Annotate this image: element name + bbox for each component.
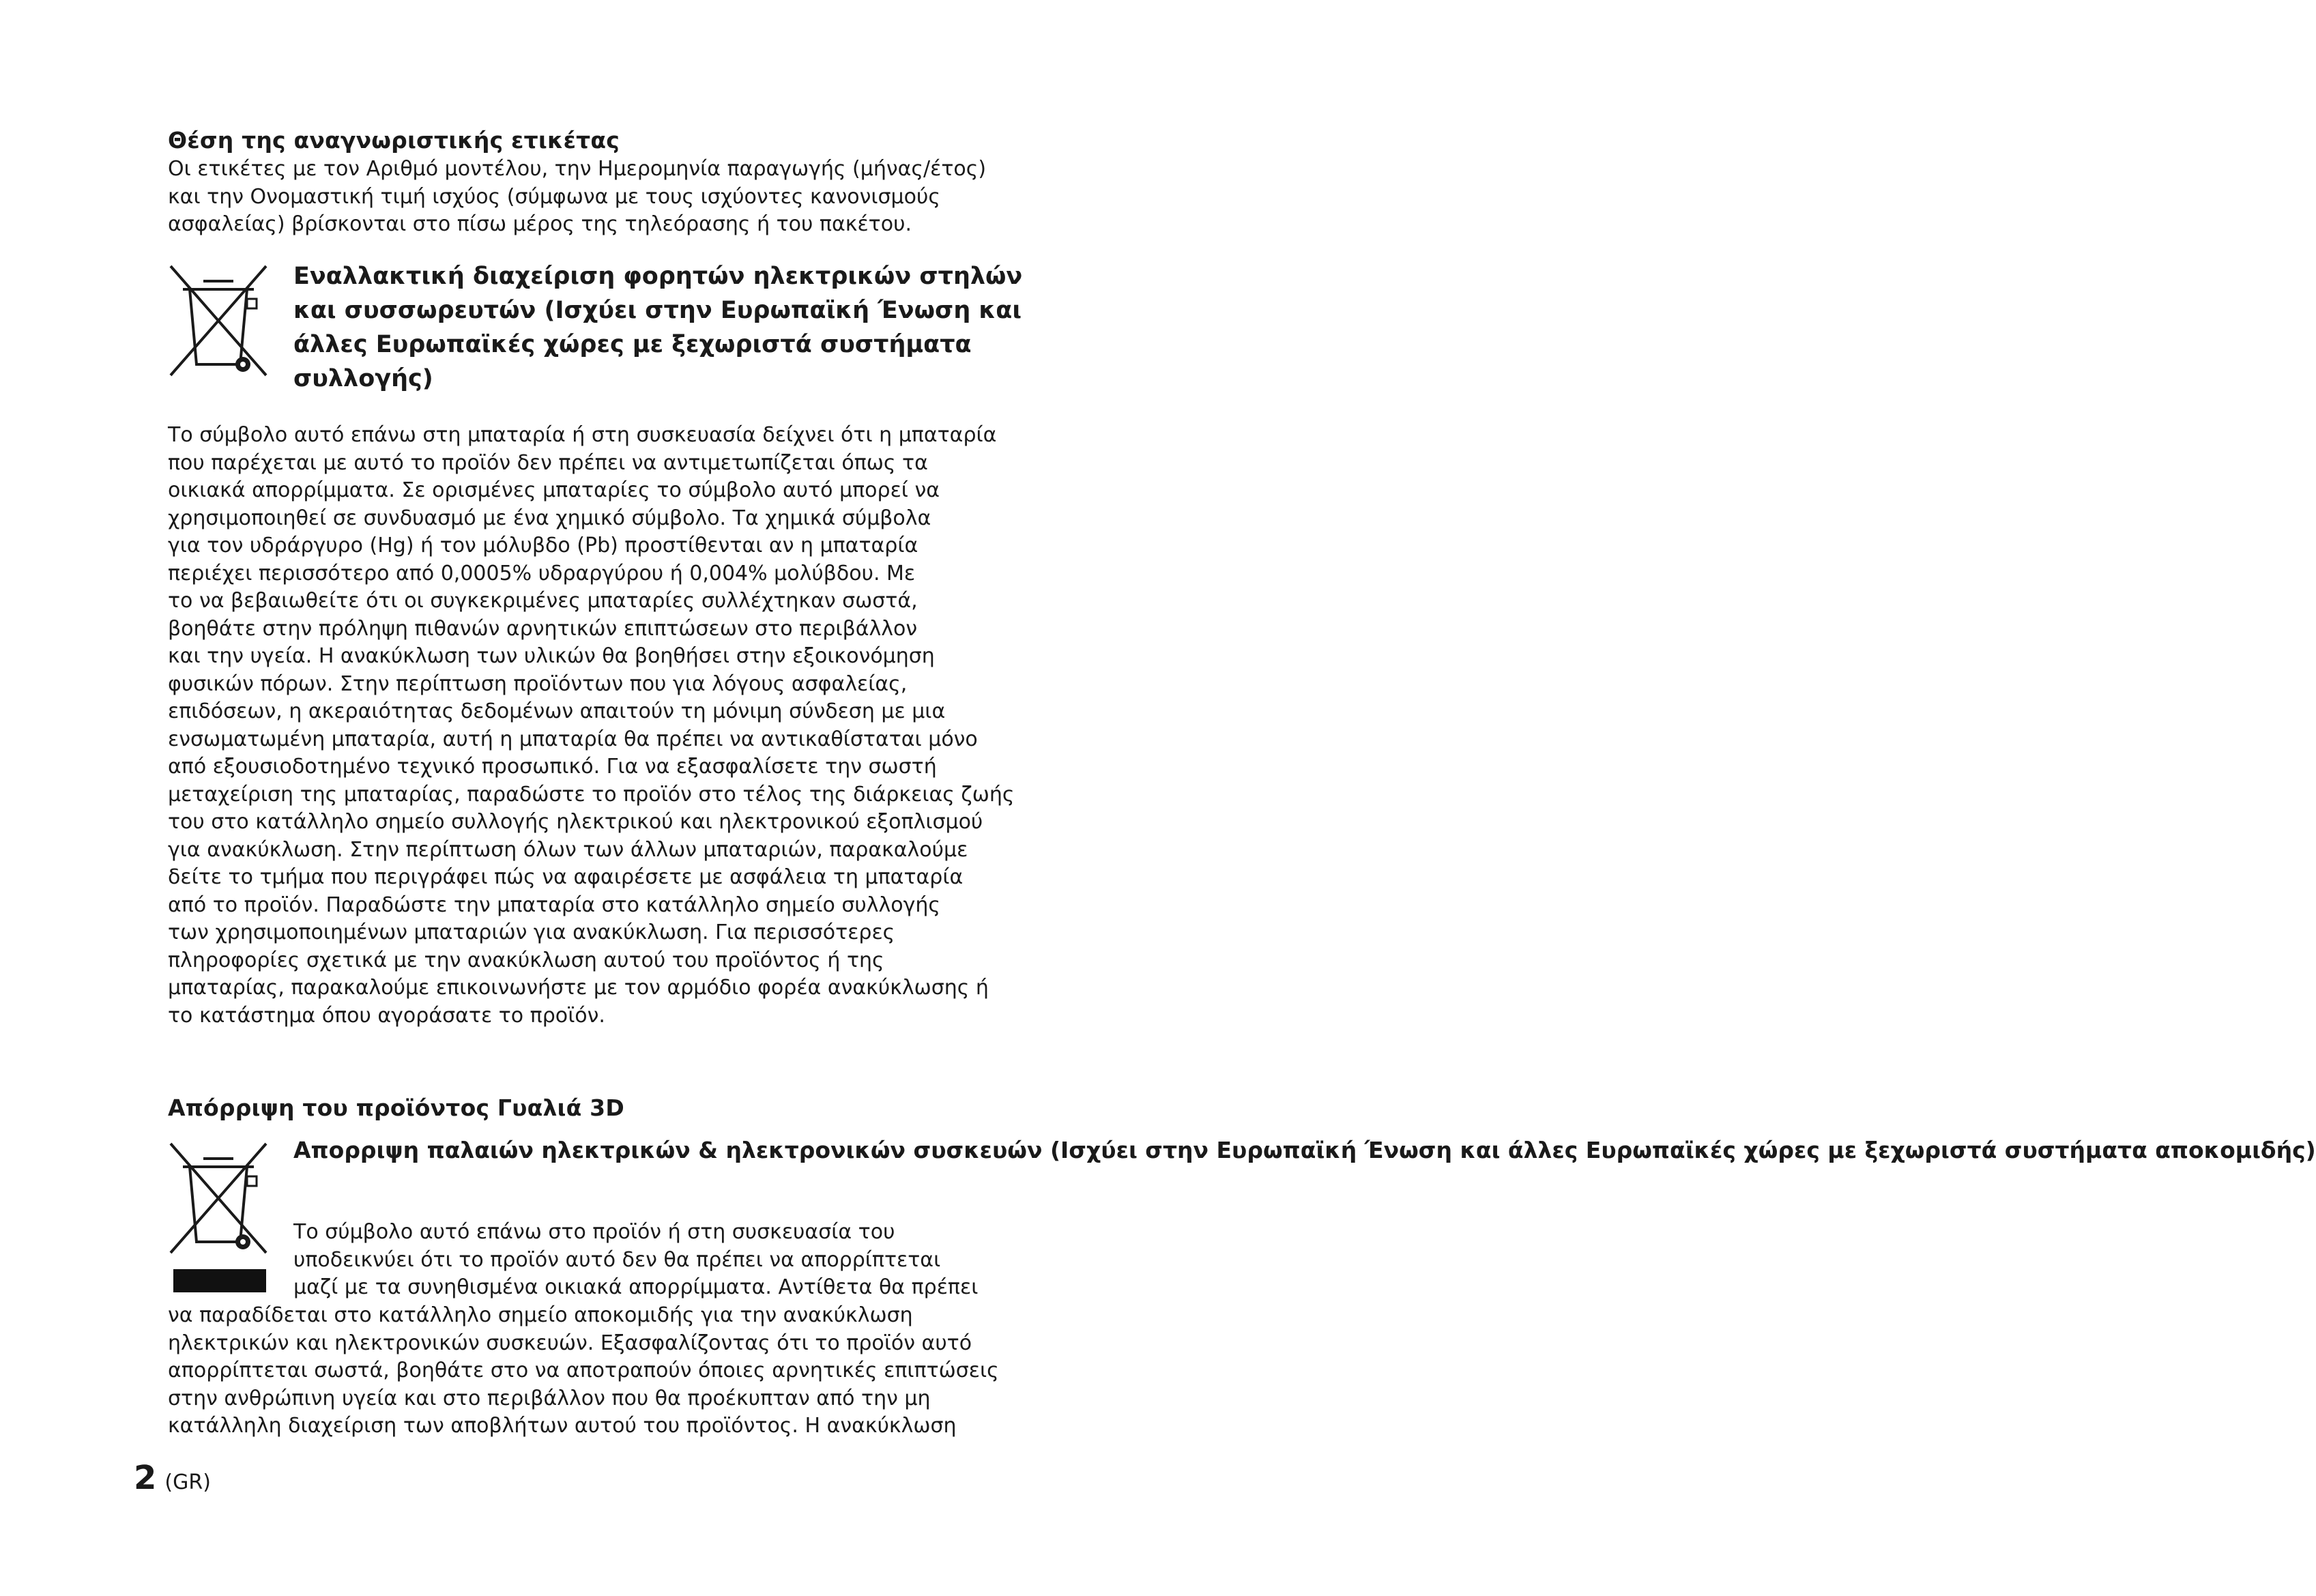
battery-disposal-heading: Εναλλακτική διαχείριση φορητών ηλεκτρικών στηλών και συσσωρευτών (Ισχύει στην Ευρωπαϊκή Ένωση και άλλες Ευρωπαϊκές χώρες με ξεχωριστά συστήματα συλλογής) [293,263,1023,392]
text-line: των χρησιμοποιημένων μπαταριών για ανακύκλωση. Για περισσότερες [168,920,895,944]
label-location-text [168,156,986,239]
text-line: και την υγεία. Η ανακύκλωση των υλικών θα βοηθήσει στην εξοικονόμηση [168,644,935,668]
text-line: που παρέχεται με αυτό το προϊόν δεν πρέπει να αντιμετωπίζεται όπως τα [168,450,928,475]
text-line: το κατάστημα όπου αγοράσατε το προϊόν. [168,1003,605,1028]
text-line: το να βεβαιωθείτε ότι οι συγκεκριμένες μπαταρίες συλλέχτηκαν σωστά, [168,589,918,613]
text-line: από το προϊόν. Παραδώστε την μπαταρία στο κατάλληλο σημείο συλλογής [168,893,940,917]
text-line: οικιακά απορρίμματα. Σε ορισμένες μπαταρίες το σύμβολο αυτό μπορεί να [168,478,940,502]
weee-disposal-heading: Απορριψη παλαιών ηλεκτρικών & ηλεκτρονικών συσκευών (Ισχύει στην Ευρωπαϊκή Ένωση και άλλες Ευρωπαϊκές χώρες με ξεχωριστά συστήματα αποκομιδής) [293,1137,2316,1163]
crossed-out-wheelie-bin-icon [168,263,269,378]
text-line: πληροφορίες σχετικά με την ανακύκλωση αυτού του προϊόντος ή της [168,948,884,972]
text-line: Οι ετικέτες με τον Αριθμό μοντέλου, την Ημερομηνία παραγωγής (μήνας/έτος) [168,157,987,181]
text-line: ηλεκτρικών και ηλεκτρονικών συσκευών. Εξασφαλίζοντας ότι το προϊόν αυτό [168,1331,972,1355]
text-line: ασφαλείας) βρίσκονται στο πίσω μέρος της τηλεόρασης ή του πακέτου. [168,212,912,236]
text-line: από εξουσιοδοτημένο τεχνικό προσωπικό. Για να εξασφαλίσετε την σωστή [168,755,937,779]
text-line: του στο κατάλληλο σημείο συλλογής ηλεκτρικού και ηλεκτρονικού εξοπλισμού [168,810,983,834]
text-line: Το σύμβολο αυτό επάνω στο προϊόν ή στη συσκευασία του [293,1220,895,1244]
text-line: κατάλληλη διαχείριση των αποβλήτων αυτού του προϊόντος. Η ανακύκλωση [168,1414,957,1438]
text-line: στην ανθρώπινη υγεία και στο περιβάλλον που θα προέκυπταν από την μη [168,1386,931,1410]
text-line: να παραδίδεται στο κατάλληλο σημείο αποκομιδής για την ανακύκλωση [168,1303,913,1327]
text-line: βοηθάτε στην πρόληψη πιθανών αρνητικών επιπτώσεων στο περιβάλλον [168,616,918,641]
text-line: μπαταρίας, παρακαλούμε επικοινωνήστε με τον αρμόδιο φορέα ανακύκλωσης ή [168,976,989,1000]
text-line: χρησιμοποιηθεί σε συνδυασμό με ένα χημικό σύμβολο. Τα χημικά σύμβολα [168,506,931,530]
text-line: επιδόσεων, η ακεραιότητας δεδομένων απαιτούν τη μόνιμη σύνδεση με μια [168,699,946,723]
text-line: ενσωματωμένη μπαταρία, αυτή η μπαταρία θα πρέπει να αντικαθίσταται μόνο [168,727,978,751]
text-line: περιέχει περισσότερο από 0,0005% υδραργύρου ή 0,004% μολύβδου. Με [168,561,916,585]
text-line: δείτε το τμήμα που περιγράφει πώς να αφαιρέσετε με ασφάλεια τη μπαταρία [168,865,964,889]
text-line: υποδεικνύει ότι το προϊόν αυτό δεν θα πρέπει να απορρίπτεται [293,1247,941,1272]
text-line: για τον υδράργυρο (Hg) ή τον μόλυβδο (Pb) προστίθενται αν η μπαταρία [168,534,918,557]
3d-glasses-disposal-heading: Απόρριψη του προϊόντος Γυαλιά 3D [168,1094,624,1121]
language-code: (GR) [164,1470,211,1494]
crossed-out-wheelie-bin-icon [168,1141,269,1256]
battery-disposal-text [168,422,1014,1030]
weee-disposal-text-indented [293,1219,978,1302]
text-line: φυσικών πόρων. Στην περίπτωση προϊόντων που για λόγους ασφαλείας, [168,671,908,696]
label-location-heading: Θέση της αναγνωριστικής ετικέτας [168,127,620,154]
page-footer [134,1459,211,1497]
page-number: 2 [134,1459,157,1497]
text-line: και την Ονομαστική τιμή ισχύος (σύμφωνα με τους ισχύοντες κανονισμούς [168,184,940,209]
text-line: απορρίπτεται σωστά, βοηθάτε στο να αποτραπούν όποιες αρνητικές επιπτώσεις [168,1359,999,1382]
text-line: μαζί με τα συνηθισμένα οικιακά απορρίμματα. Αντίθετα θα πρέπει [293,1275,979,1299]
text-line: μεταχείριση της μπαταρίας, παραδώστε το προϊόν στο τέλος της διάρκειας ζωής [168,782,1015,807]
weee-disposal-text [168,1302,999,1440]
text-line: Το σύμβολο αυτό επάνω στη μπαταρία ή στη συσκευασία δείχνει ότι η μπαταρία [168,423,997,447]
separate-collection-bar [173,1269,266,1292]
text-line: για ανακύκλωση. Στην περίπτωση όλων των άλλων μπαταριών, παρακαλούμε [168,837,968,862]
